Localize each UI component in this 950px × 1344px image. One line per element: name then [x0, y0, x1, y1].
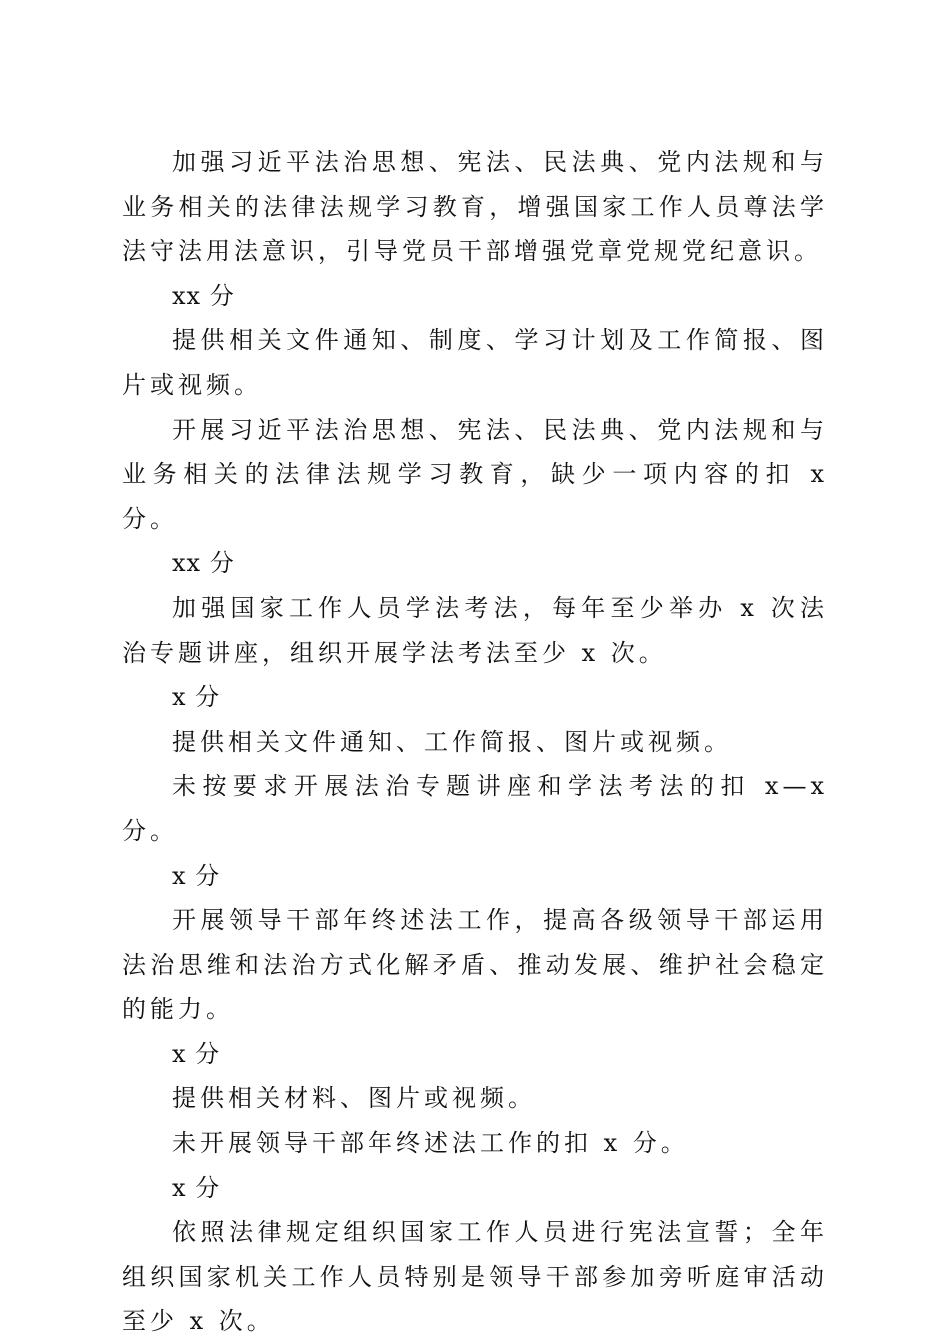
paragraph-year-end-report: 开展领导干部年终述法工作，提高各级领导干部运用法治思维和法治方式化解矛盾、推动发展、维护社会稳定的能力。	[122, 906, 828, 1024]
paragraph-evidence: 提供相关文件通知、制度、学习计划及工作简报、图片或视频。	[122, 326, 828, 399]
paragraph-law-lectures: 加强国家工作人员学法考法，每年至少举办 x 次法治专题讲座，组织开展学法考法至少 x 次。	[122, 593, 828, 667]
document-body	[122, 140, 828, 1344]
score-value: xx 分	[172, 281, 235, 310]
paragraph-evidence: 提供相关文件通知、工作简报、图片或视频。	[172, 727, 732, 756]
paragraph-evidence: 提供相关材料、图片或视频。	[172, 1084, 536, 1113]
paragraph-deduction-rule: 未按要求开展法治专题讲座和学法考法的扣 x—x 分。	[122, 772, 828, 845]
paragraph-study-education: 加强习近平法治思想、宪法、民法典、党内法规和与业务相关的法律法规学习教育，增强国家工作人员尊法学法守法用法意识，引导党员干部增强党章党规党纪意识。	[122, 148, 828, 266]
score-value: xx 分	[172, 549, 235, 578]
paragraph-deduction-rule: 开展习近平法治思想、宪法、民法典、党内法规和与业务相关的法律法规学习教育，缺少一项内容的扣 x 分。	[122, 415, 828, 533]
score-value: x 分	[172, 1173, 221, 1202]
paragraph-deduction-rule: 未开展领导干部年终述法工作的扣 x 分。	[172, 1129, 689, 1158]
score-value: x 分	[172, 1039, 221, 1068]
score-value: x 分	[172, 683, 221, 712]
paragraph-constitution-oath: 依照法律规定组织国家工作人员进行宪法宣誓；全年组织国家机关工作人员特别是领导干部参加旁听庭审活动至少 x 次。	[122, 1218, 828, 1336]
score-value: x 分	[172, 861, 221, 890]
